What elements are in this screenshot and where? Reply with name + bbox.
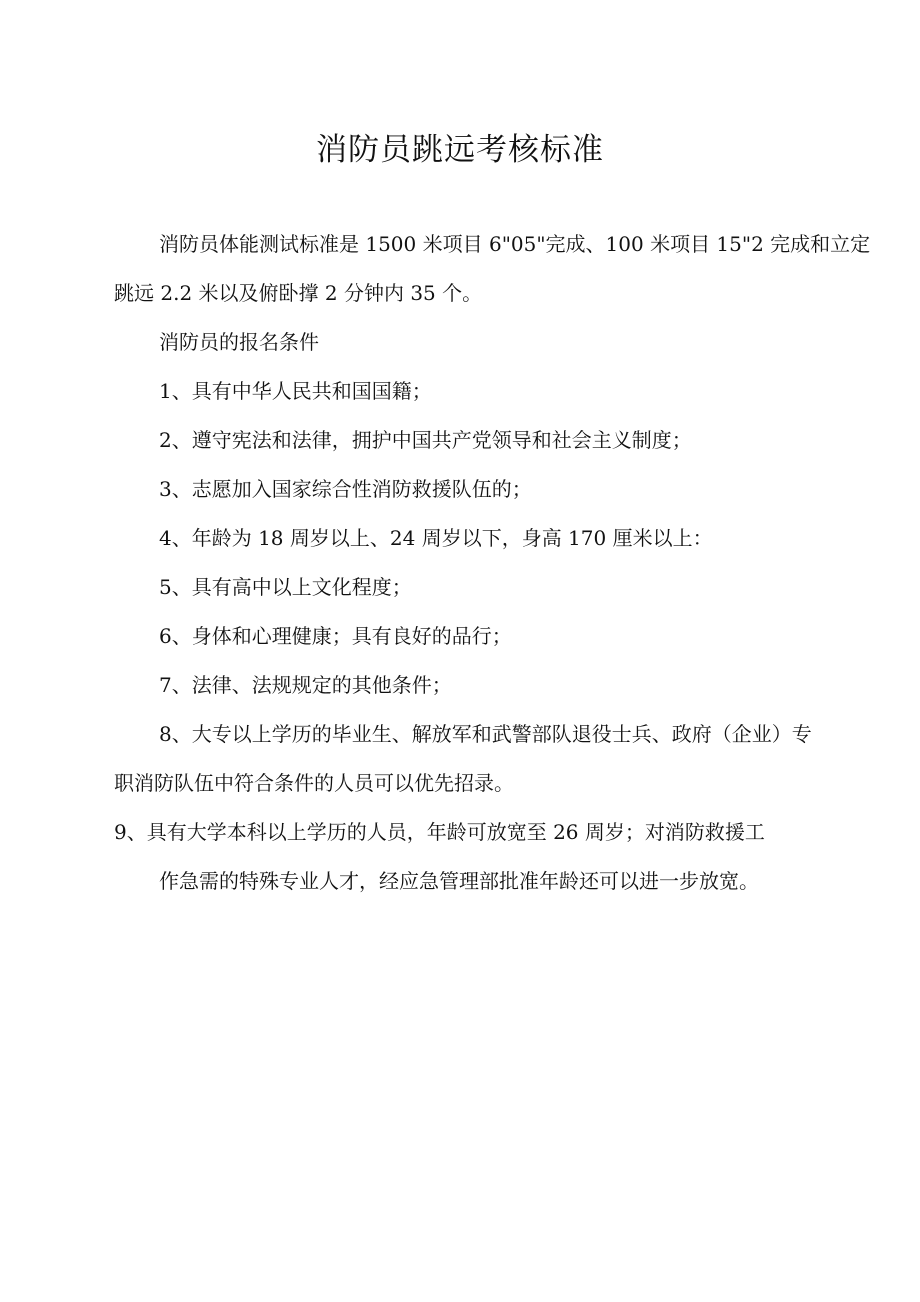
condition-item-8-line-2: 职消防队伍中符合条件的人员可以优先招录。 (114, 771, 514, 795)
intro-line-2: 跳远 2.2 米以及俯卧撑 2 分钟内 35 个。 (114, 281, 483, 305)
conditions-heading: 消防员的报名条件 (159, 330, 319, 354)
condition-item-3: 3、志愿加入国家综合性消防救援队伍的； (159, 477, 532, 501)
intro-line-1: 消防员体能测试标准是 1500 米项目 6"05"完成、100 米项目 15"2 完成和立定 (159, 232, 871, 256)
condition-item-7: 7、法律、法规规定的其他条件； (159, 673, 452, 697)
condition-item-5: 5、具有高中以上文化程度； (159, 575, 412, 599)
condition-item-8-line-1: 8、大专以上学历的毕业生、解放军和武警部队退役士兵、政府（企业）专 (159, 722, 812, 746)
condition-item-4: 4、年龄为 18 周岁以上、24 周岁以下，身高 170 厘米以上： (159, 526, 713, 550)
condition-item-6: 6、身体和心理健康；具有良好的品行； (159, 624, 512, 648)
condition-item-9-line-1: 9、具有大学本科以上学历的人员，年龄可放宽至 26 周岁；对消防救援工 (114, 820, 765, 844)
condition-item-2: 2、遵守宪法和法律，拥护中国共产党领导和社会主义制度； (159, 428, 692, 452)
document-body (114, 220, 884, 906)
condition-item-9-line-2: 作急需的特殊专业人才，经应急管理部批准年龄还可以进一步放宽。 (159, 869, 759, 893)
document-title: 消防员跳远考核标准 (316, 132, 604, 168)
condition-item-1: 1、具有中华人民共和国国籍； (159, 379, 432, 403)
